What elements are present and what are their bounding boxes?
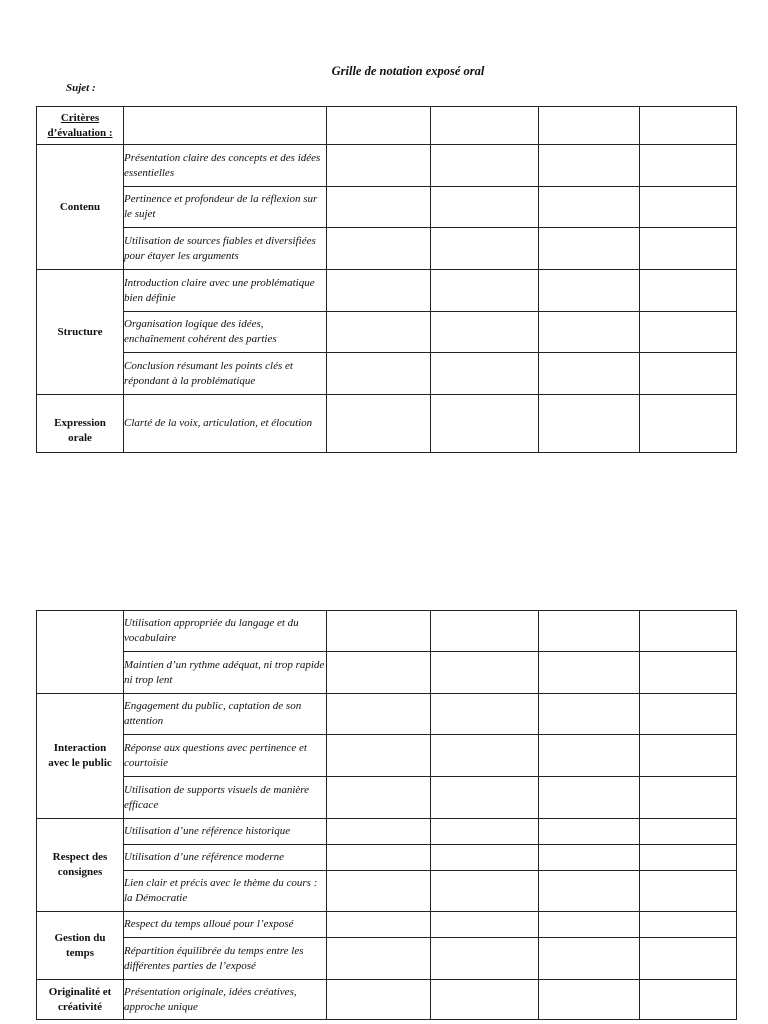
score-cell[interactable] <box>431 187 539 228</box>
score-cell[interactable] <box>431 980 539 1020</box>
criterion-text: Présentation originale, idées créatives, approche unique <box>124 980 327 1020</box>
score-cell[interactable] <box>640 228 737 270</box>
score-cell[interactable] <box>640 871 737 912</box>
criterion-text: Lien clair et précis avec le thème du cours : la Démocratie <box>124 871 327 912</box>
criterion-text: Utilisation de supports visuels de manière efficace <box>124 777 327 819</box>
table-row <box>37 312 737 353</box>
category-structure: Structure <box>37 270 124 395</box>
table-row <box>37 871 737 912</box>
score-cell[interactable] <box>327 395 431 453</box>
score-cell[interactable] <box>431 819 539 845</box>
score-cell[interactable] <box>327 353 431 395</box>
score-cell[interactable] <box>327 611 431 652</box>
score-cell[interactable] <box>431 871 539 912</box>
score-cell[interactable] <box>640 270 737 312</box>
score-cell[interactable] <box>539 187 640 228</box>
score-cell[interactable] <box>431 735 539 777</box>
score-cell[interactable] <box>327 145 431 187</box>
score-cell[interactable] <box>640 980 737 1020</box>
document-title: Grille de notation exposé oral <box>331 64 485 78</box>
score-cell[interactable] <box>539 694 640 735</box>
category-respect-consignes: Respect des consignes <box>37 819 124 912</box>
category-expression-orale: Expression orale <box>37 395 124 453</box>
criterion-text: Organisation logique des idées, enchaînement cohérent des parties <box>124 312 327 353</box>
criterion-text: Maintien d’un rythme adéquat, ni trop rapide ni trop lent <box>124 652 327 694</box>
evaluation-table-page2 <box>36 610 737 1020</box>
criterion-text: Respect du temps alloué pour l’exposé <box>124 912 327 938</box>
score-cell[interactable] <box>431 228 539 270</box>
score-cell[interactable] <box>327 735 431 777</box>
score-cell[interactable] <box>431 912 539 938</box>
table-row <box>37 228 737 270</box>
table-row <box>37 353 737 395</box>
category-contenu: Contenu <box>37 145 124 270</box>
score-cell[interactable] <box>539 938 640 980</box>
score-cell[interactable] <box>539 652 640 694</box>
criterion-text: Utilisation d’une référence moderne <box>124 845 327 871</box>
score-cell[interactable] <box>539 611 640 652</box>
score-cell[interactable] <box>327 270 431 312</box>
score-cell[interactable] <box>640 819 737 845</box>
score-cell[interactable] <box>539 845 640 871</box>
score-cell[interactable] <box>327 912 431 938</box>
score-cell[interactable] <box>539 312 640 353</box>
table-row <box>37 735 737 777</box>
table-row <box>37 845 737 871</box>
score-cell[interactable] <box>327 228 431 270</box>
score-cell[interactable] <box>327 187 431 228</box>
criterion-text: Engagement du public, captation de son attention <box>124 694 327 735</box>
criterion-text: Utilisation appropriée du langage et du vocabulaire <box>124 611 327 652</box>
criterion-text: Introduction claire avec une problématique bien définie <box>124 270 327 312</box>
criterion-text: Présentation claire des concepts et des idées essentielles <box>124 145 327 187</box>
score-cell[interactable] <box>431 652 539 694</box>
score-cell[interactable] <box>640 694 737 735</box>
category-gestion-temps: Gestion du temps <box>37 912 124 980</box>
table-header-row <box>37 107 737 145</box>
score-cell[interactable] <box>640 777 737 819</box>
score-cell[interactable] <box>539 735 640 777</box>
score-cell[interactable] <box>327 980 431 1020</box>
score-cell[interactable] <box>640 145 737 187</box>
score-cell[interactable] <box>431 145 539 187</box>
score-cell[interactable] <box>539 980 640 1020</box>
score-cell[interactable] <box>640 652 737 694</box>
category-originalite-creativite: Originalité et créativité <box>37 980 124 1020</box>
table-row <box>37 980 737 1020</box>
table-row <box>37 270 737 312</box>
score-cell[interactable] <box>539 145 640 187</box>
table-row <box>37 145 737 187</box>
score-cell[interactable] <box>539 912 640 938</box>
subject-label: Sujet : <box>66 82 96 94</box>
criteria-header-blank <box>124 107 327 145</box>
score-cell[interactable] <box>640 735 737 777</box>
score-cell[interactable] <box>640 938 737 980</box>
score-cell[interactable] <box>327 312 431 353</box>
criterion-text: Pertinence et profondeur de la réflexion sur le sujet <box>124 187 327 228</box>
criterion-text: Clarté de la voix, articulation, et élocution <box>124 395 327 453</box>
category-interaction-public: Interaction avec le public <box>37 694 124 819</box>
score-cell[interactable] <box>431 353 539 395</box>
score-cell[interactable] <box>327 107 431 145</box>
score-cell[interactable] <box>539 228 640 270</box>
score-cell[interactable] <box>539 395 640 453</box>
score-cell[interactable] <box>327 652 431 694</box>
score-cell[interactable] <box>431 938 539 980</box>
table-row <box>37 187 737 228</box>
score-cell[interactable] <box>327 777 431 819</box>
score-cell[interactable] <box>327 938 431 980</box>
score-cell[interactable] <box>640 611 737 652</box>
table-row <box>37 912 737 938</box>
score-cell[interactable] <box>640 312 737 353</box>
score-cell[interactable] <box>640 912 737 938</box>
score-cell[interactable] <box>431 777 539 819</box>
criterion-text: Réponse aux questions avec pertinence et courtoisie <box>124 735 327 777</box>
table-row <box>37 652 737 694</box>
score-cell[interactable] <box>431 694 539 735</box>
score-cell[interactable] <box>539 107 640 145</box>
table-row <box>37 395 737 453</box>
score-cell[interactable] <box>539 871 640 912</box>
score-cell[interactable] <box>539 353 640 395</box>
table-row <box>37 694 737 735</box>
score-cell[interactable] <box>640 845 737 871</box>
criterion-text: Conclusion résumant les points clés et répondant à la problématique <box>124 353 327 395</box>
score-cell[interactable] <box>431 107 539 145</box>
score-cell[interactable] <box>431 611 539 652</box>
score-cell[interactable] <box>640 395 737 453</box>
score-cell[interactable] <box>431 395 539 453</box>
score-cell[interactable] <box>640 107 737 145</box>
criteria-header: Critères d’évaluation : <box>37 107 124 145</box>
criterion-text: Utilisation de sources fiables et diversifiées pour étayer les arguments <box>124 228 327 270</box>
score-cell[interactable] <box>539 819 640 845</box>
table-row <box>37 938 737 980</box>
category-expression-orale-continued <box>37 611 124 694</box>
score-cell[interactable] <box>327 871 431 912</box>
score-cell[interactable] <box>431 312 539 353</box>
score-cell[interactable] <box>431 845 539 871</box>
score-cell[interactable] <box>327 819 431 845</box>
table-row <box>37 777 737 819</box>
score-cell[interactable] <box>539 777 640 819</box>
score-cell[interactable] <box>539 270 640 312</box>
score-cell[interactable] <box>640 187 737 228</box>
score-cell[interactable] <box>431 270 539 312</box>
criterion-text: Utilisation d’une référence historique <box>124 819 327 845</box>
score-cell[interactable] <box>327 694 431 735</box>
evaluation-table-page1 <box>36 106 737 453</box>
criterion-text: Répartition équilibrée du temps entre les différentes parties de l’exposé <box>124 938 327 980</box>
score-cell[interactable] <box>327 845 431 871</box>
table-row <box>37 819 737 845</box>
score-cell[interactable] <box>640 353 737 395</box>
table-row <box>37 611 737 652</box>
